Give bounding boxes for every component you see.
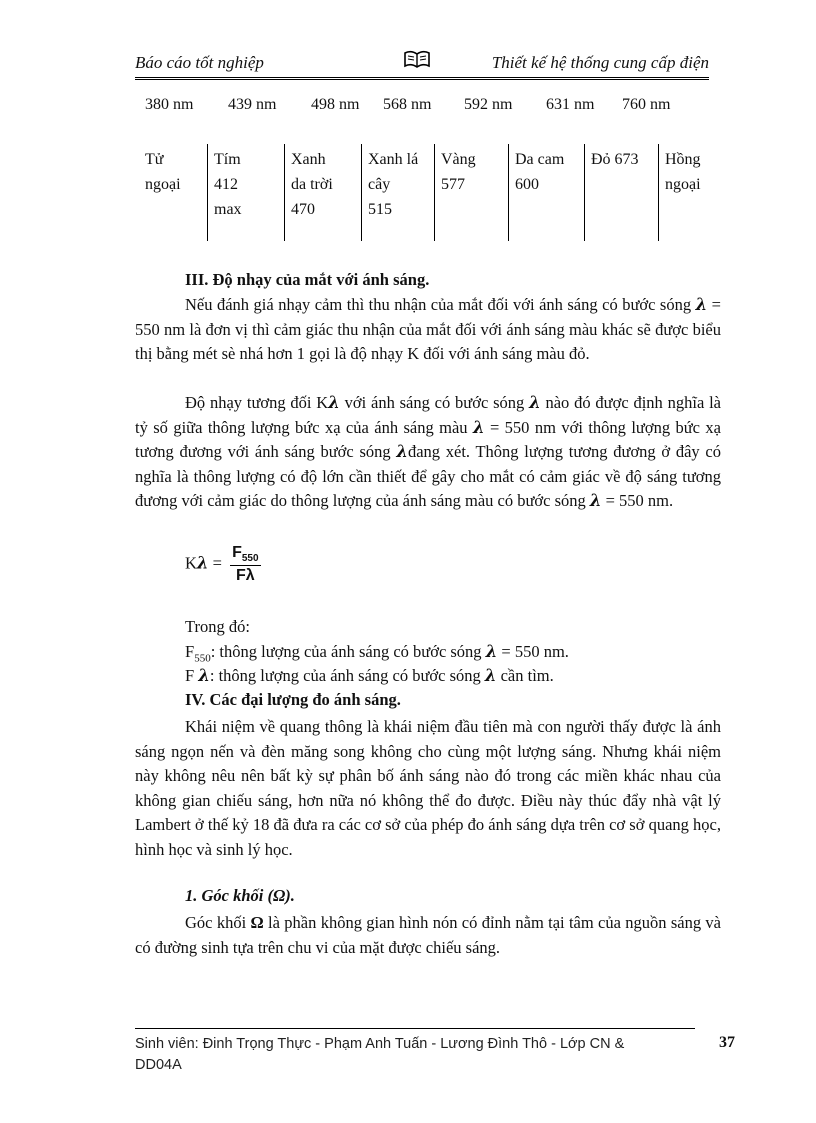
- wavelength-label: 439 nm: [228, 96, 277, 113]
- spectrum-cell-violet: Tím 412 max: [208, 144, 285, 241]
- footer-students: Sinh viên: Đinh Trọng Thực - Phạm Anh Tuấn - Lương Đình Thô - Lớp CN & DD04A: [135, 1036, 625, 1073]
- spectrum-cell-ultraviolet: Tử ngoại: [145, 151, 181, 193]
- footer-rule: [135, 1028, 695, 1029]
- wavelength-label: 568 nm: [383, 96, 432, 113]
- wavelength-label: 498 nm: [311, 96, 360, 113]
- spectrum-cell-yellow: Vàng 577: [435, 144, 509, 241]
- page-number: 37: [719, 1034, 735, 1051]
- paragraph-relative-sensitivity: Độ nhạy tương đối Kλ với ánh sáng có bước sóng λ nào đó được định nghĩa là tỷ số giữa thông lượng bức xạ của ánh sáng màu λ = 550 nm với thông lượng bức xạ tương đương với ánh sáng bước sóng λđang xét. Thông lượng tương đương ở đây có nghĩa là thông lượng có độ lớn cần thiết để gây cho mắt có cảm giác về độ sáng tương đương với cảm giác do thông lượng của ánh sáng màu có bước sóng λ = 550 nm.: [135, 393, 721, 510]
- header-report-title: Báo cáo tốt nghiệp: [135, 53, 264, 72]
- spectrum-table: [135, 144, 727, 241]
- wavelength-label: 380 nm: [145, 96, 194, 113]
- spectrum-cell-infrared: Hồng ngoại: [659, 144, 728, 241]
- formula-relative-sensitivity: Kλ = $\frac{F_{550}}{F\lambda}$: [185, 544, 259, 585]
- section-heading-sensitivity: III. Độ nhạy của mắt với ánh sáng.: [185, 270, 430, 289]
- section-heading-light-quantities: IV. Các đại lượng đo ánh sáng.: [185, 690, 401, 709]
- header-project-title: Thiết kế hệ thống cung cấp điện: [491, 53, 709, 72]
- paragraph-solid-angle: Góc khối Ω là phần không gian hình nón có đỉnh nằm tại tâm của nguồn sáng và có đường sinh tựa trên chu vi của mặt được chiếu sáng.: [135, 913, 721, 957]
- wavelength-label: 631 nm: [546, 96, 595, 113]
- header-rule: [135, 77, 709, 80]
- formula-fraction: $\frac{F_{550}}{F\lambda}$: [232, 544, 259, 585]
- spectrum-cell-sky-blue: Xanh da trời 470: [285, 144, 362, 241]
- where-label: Trong đó:: [185, 617, 250, 636]
- table-row: [135, 144, 727, 241]
- page-header: [135, 48, 709, 78]
- wavelength-label: 592 nm: [464, 96, 513, 113]
- definition-flambda: F λ: thông lượng của ánh sáng có bước sóng λ cần tìm.: [185, 666, 554, 685]
- wavelength-label: 760 nm: [622, 96, 671, 113]
- subheading-solid-angle: 1. Góc khối (Ω).: [185, 886, 295, 905]
- paragraph-luminous-flux: Khái niệm về quang thông là khái niệm đầu tiên mà con người thấy được là ánh sáng ngọn nến và đèn măng song không cho cùng một lượng sáng. Nhưng khái niệm này không nêu nên bất kỳ sự phân bố ánh sáng nào đó trong các miền khác nhau của không gian chiếu sáng, hơn nữa nó không thể đo được. Điều này thúc đẩy nhà vật lý Lambert ở thế kỷ 18 đã đưa ra các cơ sở của phép đo ánh sáng dựa trên cơ sở quang học, hình học và sinh lý học.: [135, 717, 721, 859]
- spectrum-cell-red: Đỏ 673: [585, 144, 659, 241]
- definition-f550: $F_{550}$: thông lượng của ánh sáng có bước sóng λ = 550 nm.: [185, 642, 569, 665]
- spectrum-cell-green: Xanh lá cây 515: [362, 144, 435, 241]
- spectrum-cell-orange: Da cam 600: [509, 144, 585, 241]
- book-icon: [403, 50, 431, 73]
- paragraph-sensitivity-definition: Nếu đánh giá nhạy cảm thì thu nhận của mắt đối với ánh sáng có bước sóng λ = 550 nm là đơn vị thì cảm giác thu nhận của mắt đối với ánh sáng màu khác sẽ được biểu thị bằng mét sè nhá hơn 1 gọi là độ nhạy K đối với ánh sáng màu đỏ.: [135, 295, 721, 363]
